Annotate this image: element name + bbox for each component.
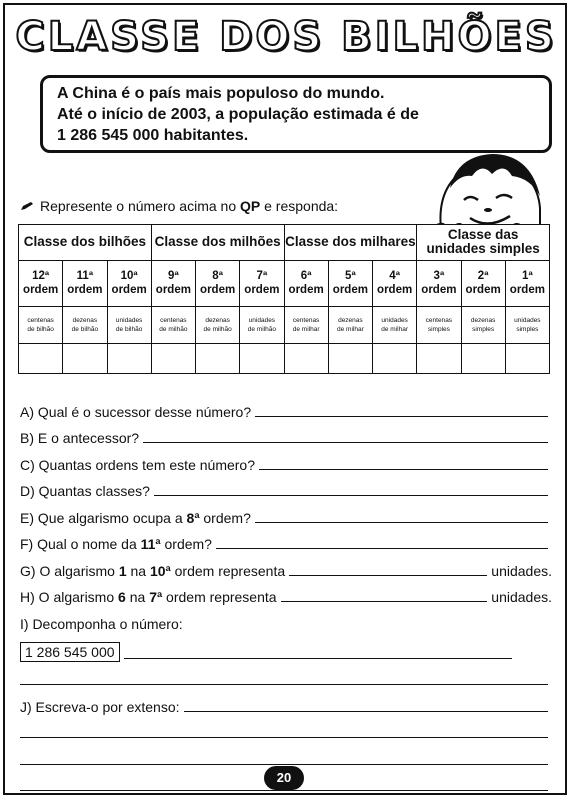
question-g: G) O algarismo 1 na 10ª ordem representa unidades. (20, 562, 552, 579)
order-cell: 2ª ordem (461, 260, 505, 306)
answer-line-i-2[interactable] (20, 684, 548, 685)
order-cell: 5ª ordem (328, 260, 372, 306)
question-a: A) Qual é o sucessor desse número? (20, 393, 552, 420)
order-name-cell: dezenas de bilhão (63, 306, 107, 344)
order-name-cell: unidades de milhão (240, 306, 284, 344)
question-j: J) Escreva-o por extenso: (20, 688, 552, 715)
order-cell: 6ª ordem (284, 260, 328, 306)
answer-line-c[interactable] (259, 469, 548, 470)
question-j-line-2 (20, 715, 552, 742)
answer-cell[interactable] (328, 344, 372, 374)
answer-cell[interactable] (151, 344, 195, 374)
question-j-line-3 (20, 741, 552, 768)
order-cell: 1ª ordem (505, 260, 549, 306)
class-header: Classe das unidades simples (417, 225, 550, 261)
intro-line-2: Até o início de 2003, a população estimada é de (57, 106, 419, 123)
question-i-extra (20, 662, 552, 689)
answer-line-d[interactable] (154, 495, 548, 496)
answer-line-i-1[interactable] (124, 658, 512, 659)
question-d: D) Quantas classes? (20, 473, 552, 500)
order-cell: 9ª ordem (151, 260, 195, 306)
question-f: F) Qual o nome da 11ª ordem? (20, 526, 552, 553)
intro-line-1: A China é o país mais populoso do mundo. (57, 85, 385, 102)
order-cell: 7ª ordem (240, 260, 284, 306)
instruction: Represente o número acima no QP e responda: (20, 198, 338, 214)
order-name-cell: unidades de bilhão (107, 306, 151, 344)
order-cell: 11ª ordem (63, 260, 107, 306)
question-i-answer (20, 632, 552, 662)
order-name-cell: centenas simples (417, 306, 461, 344)
class-header: Classe dos milhões (151, 225, 284, 261)
questions (20, 393, 552, 794)
answer-cell[interactable] (284, 344, 328, 374)
number-box: 1 286 545 000 (20, 642, 120, 662)
question-c: C) Quantas ordens tem este número? (20, 446, 552, 473)
class-header: Classe dos bilhões (19, 225, 152, 261)
order-cell: 8ª ordem (196, 260, 240, 306)
answer-line-a[interactable] (255, 416, 548, 417)
order-cell: 3ª ordem (417, 260, 461, 306)
answer-line-g[interactable] (289, 575, 487, 576)
order-cell: 10ª ordem (107, 260, 151, 306)
question-e: E) Que algarismo ocupa a 8ª ordem? (20, 499, 552, 526)
order-name-row (19, 306, 550, 344)
order-name-cell: dezenas simples (461, 306, 505, 344)
answer-cell[interactable] (19, 344, 63, 374)
answer-cell[interactable] (505, 344, 549, 374)
order-name-cell: dezenas de milhão (196, 306, 240, 344)
answer-line-h[interactable] (281, 601, 488, 602)
answer-cell[interactable] (240, 344, 284, 374)
answer-cell[interactable] (107, 344, 151, 374)
answer-cell[interactable] (196, 344, 240, 374)
answer-cell[interactable] (461, 344, 505, 374)
class-header: Classe dos milhares (284, 225, 417, 261)
population-number: 1 286 545 000 (57, 127, 160, 144)
answer-line-e[interactable] (255, 522, 548, 523)
order-name-cell: unidades simples (505, 306, 549, 344)
intro-box (40, 75, 552, 153)
question-h: H) O algarismo 6 na 7ª ordem representa unidades. (20, 589, 552, 605)
order-cell: 12ª ordem (19, 260, 63, 306)
answer-line-b[interactable] (143, 442, 548, 443)
intro-line-3: 1 286 545 000 habitantes. (57, 127, 249, 144)
page-title: CLASSE DOS BILHÕES (15, 14, 557, 60)
answer-line-j-3[interactable] (20, 764, 548, 765)
place-value-chart (18, 224, 550, 374)
answer-cell[interactable] (417, 344, 461, 374)
answer-line-j-2[interactable] (20, 737, 548, 738)
question-b: B) E o antecessor? (20, 420, 552, 447)
answer-line-f[interactable] (216, 548, 548, 549)
pencil-icon (20, 198, 34, 214)
order-name-cell: centenas de milhão (151, 306, 195, 344)
order-name-cell: unidades de milhar (373, 306, 417, 344)
answer-cell[interactable] (373, 344, 417, 374)
order-row (19, 260, 550, 306)
answer-line-j-4[interactable] (20, 790, 548, 791)
answer-line-j-1[interactable] (184, 711, 548, 712)
question-i: I) Decomponha o número: (20, 615, 183, 632)
order-name-cell: dezenas de milhar (328, 306, 372, 344)
order-name-cell: centenas de bilhão (19, 306, 63, 344)
order-name-cell: centenas de milhar (284, 306, 328, 344)
order-cell: 4ª ordem (373, 260, 417, 306)
class-header-row (19, 225, 550, 261)
page-number: 20 (264, 766, 304, 790)
answer-row (19, 344, 550, 374)
answer-cell[interactable] (63, 344, 107, 374)
